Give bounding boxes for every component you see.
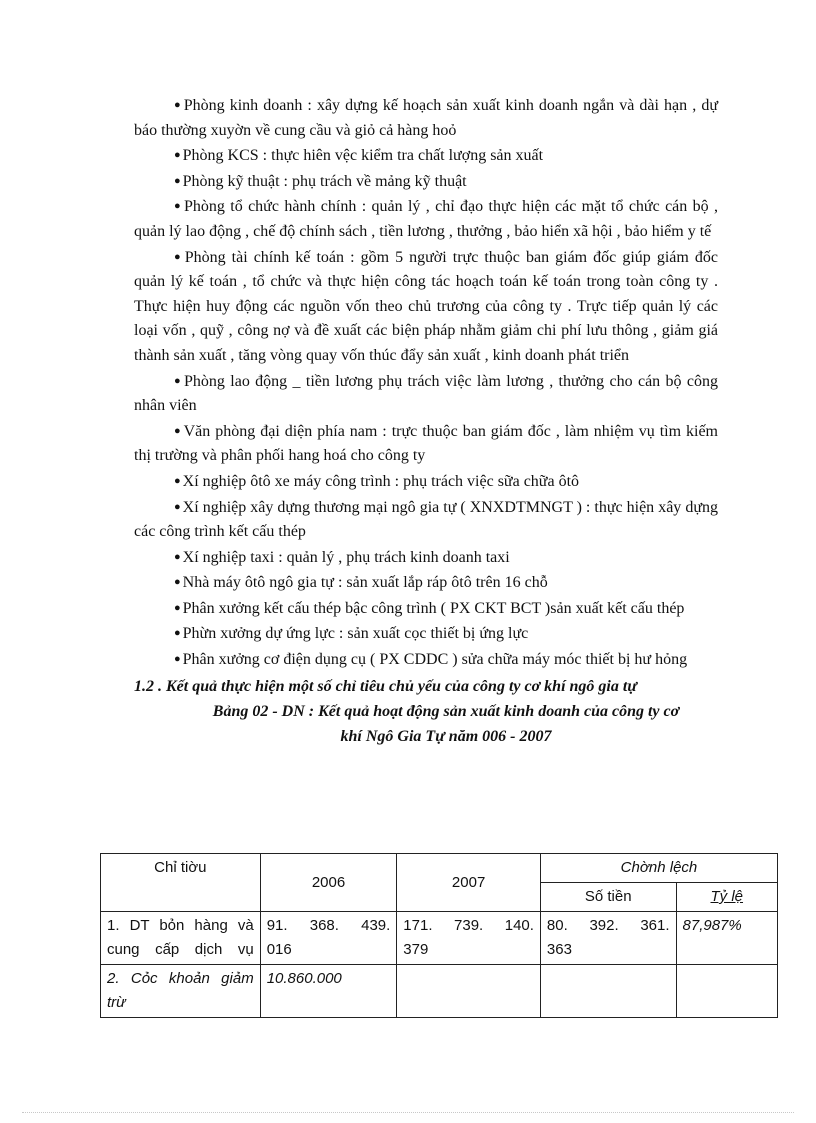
bullet-text: Xí nghiệp ôtô xe máy công trình : phụ trách việc sữa chữa ôtô	[182, 472, 580, 490]
cell-ratio: 87,987%	[676, 912, 777, 965]
bullet-text: Phòng kỹ thuật : phụ trách về mảng kỹ thuật	[182, 172, 467, 190]
bullet-icon: ●	[174, 174, 181, 187]
bullet-item	[134, 245, 718, 369]
section-heading: 1.2 . Kết quả thực hiện một số chỉ tiêu chủ yếu của công ty cơ khí ngô gia tự	[134, 677, 637, 695]
bullet-icon: ●	[174, 374, 183, 387]
bullet-icon: ●	[174, 424, 182, 437]
table-row	[101, 912, 778, 965]
cell-indicator: 2. Cỏc khoản giảm trừ	[101, 965, 261, 1018]
cell-2006	[260, 912, 397, 965]
bullet-icon: ●	[174, 550, 181, 563]
bullet-text: Xí nghiệp xây dựng thương mại ngô gia tự ( XNXDTMNGT ) : thực hiện xây dựng các công trình kết cấu thép	[134, 498, 718, 541]
table-header-row	[101, 854, 778, 883]
page-footer-divider	[22, 1112, 794, 1113]
bullet-text: Phòng tổ chức hành chính : quản lý , chỉ đạo thực hiện các mặt tổ chức cán bộ , quản lý lao động , chế độ chính sách , tiền lương , thưởng , bảo hiển xã hội , bảo hiểm y tế	[134, 198, 718, 240]
table-row	[101, 965, 778, 1018]
bullet-item	[134, 647, 718, 673]
cell-2007	[397, 965, 541, 1018]
bullet-icon: ●	[174, 149, 181, 162]
bullet-text: Phừn xưởng dự ứng lực : sản xuất cọc thiết bị ứng lực	[182, 625, 529, 643]
bullet-icon: ●	[174, 200, 183, 213]
bullet-item	[134, 194, 718, 244]
bullet-icon: ●	[174, 653, 181, 666]
header-2006: 2006	[260, 854, 397, 912]
header-difference: Chờnh lệch	[540, 854, 777, 883]
bullet-text: Phòng lao động _ tiền lương phụ trách việc làm lương , thưởng cho cán bộ công nhân viên	[134, 372, 718, 415]
table-caption-line-2: khí Ngô Gia Tự năm 006 - 2007	[340, 727, 552, 745]
bullet-item	[134, 596, 718, 622]
cell-ratio	[676, 965, 777, 1018]
document-body	[134, 93, 718, 749]
bullet-item	[134, 545, 718, 571]
cell-2007	[397, 912, 541, 965]
cell-indicator: 1. DT bỏn hàng và cung cấp dịch vụ	[101, 912, 261, 965]
cell-2007-line-2: 379	[403, 941, 429, 958]
results-table	[100, 853, 778, 1018]
table-caption-line-1: Bảng 02 - DN : Kết quả hoạt động sản xuất kinh doanh của công ty cơ	[212, 702, 680, 720]
bullet-text: Văn phòng đại diện phía nam : trực thuộc ban giám đốc , làm nhiệm vụ tìm kiếm thị trường và phân phối hang hoá cho công ty	[134, 422, 718, 465]
cell-2007-line-1: 171. 739. 140.	[403, 917, 534, 934]
cell-2006-line-2: 016	[266, 941, 292, 958]
bullet-item	[134, 621, 718, 647]
bullet-text: Phòng tài chính kế toán : gồm 5 người trực thuộc ban giám đốc giúp giám đốc quản lý kế toán , tổ chức và thực hiện công tác hoạch toán kế toán trong toàn công ty . Thực hiện huy động các nguồn vốn theo chủ trương của công ty . Trực tiếp quản lý các loại vốn , quỹ , công nợ và đề xuất các biện pháp nhằm giảm chi phí lưu thông , giảm giá thành sản xuất , tăng vòng quay vốn thúc đẩy sản xuất , kinh doanh phát triển	[134, 248, 718, 364]
bullet-text: Nhà máy ôtô ngô gia tự : sản xuất lắp ráp ôtô trên 16 chỗ	[182, 574, 548, 592]
bullet-icon: ●	[174, 576, 181, 589]
bullet-icon: ●	[174, 500, 181, 513]
bullet-text: Phòng kinh doanh : xây dựng kế hoạch sản xuất kinh doanh ngắn và dài hạn , dự báo thường xuyờn về cung cầu và giỏ cả hàng hoỏ	[134, 97, 718, 139]
bullet-item	[134, 419, 718, 469]
cell-2006: 10.860.000	[260, 965, 397, 1018]
cell-2006-line-1: 91. 368. 439.	[266, 917, 391, 934]
bullet-icon: ●	[174, 601, 181, 614]
bullet-icon: ●	[174, 474, 181, 487]
bullet-item	[134, 495, 718, 545]
cell-amount-line-2: 363	[546, 941, 572, 958]
bullet-item	[134, 169, 718, 195]
bullet-item	[134, 93, 718, 143]
bullet-text: Phân xưởng cơ điện dụng cụ ( PX CDDC ) sửa chữa máy móc thiết bị hư hỏng	[182, 651, 688, 669]
bullet-text: Phòng KCS : thực hiên vệc kiểm tra chất lượng sản xuất	[182, 147, 544, 165]
bullet-text: Phân xưởng kết cấu thép bậc công trình ( PX CKT BCT )sản xuất kết cấu thép	[182, 599, 685, 617]
bullet-text: Xí nghiệp taxi : quản lý , phụ trách kinh doanh taxi	[182, 548, 510, 566]
bullet-item	[134, 469, 718, 495]
bullet-icon: ●	[174, 627, 181, 640]
header-2007: 2007	[397, 854, 541, 912]
bullet-item	[134, 570, 718, 596]
bullet-icon: ●	[174, 99, 182, 111]
header-ratio: Tỷ lệ	[676, 883, 777, 912]
cell-amount	[540, 912, 676, 965]
cell-amount	[540, 965, 676, 1018]
header-amount: Số tiền	[540, 883, 676, 912]
header-indicator: Chỉ tiờu	[101, 854, 261, 912]
cell-amount-line-1: 80. 392. 361.	[546, 917, 670, 934]
bullet-item	[134, 369, 718, 419]
bullet-item	[134, 143, 718, 169]
bullet-icon: ●	[174, 250, 183, 263]
